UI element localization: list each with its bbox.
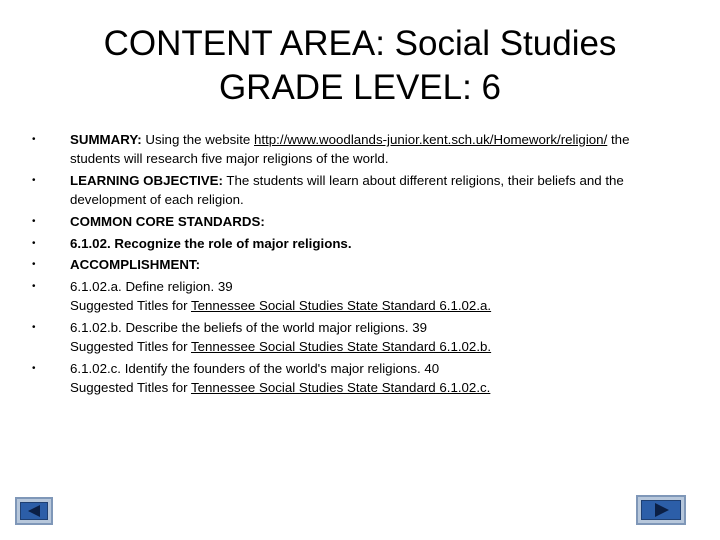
previous-button-face	[20, 502, 48, 520]
summary-text: Using the website	[141, 132, 254, 147]
accomplishment-heading: ACCOMPLISHMENT:	[70, 257, 201, 273]
item-c-suggested: Suggested Titles for	[70, 380, 191, 396]
list-item-6-1-02-c	[32, 359, 682, 398]
item-b-suggested: Suggested Titles for	[70, 339, 191, 355]
standard-a-link[interactable]: Tennessee Social Studies State Standard 6.1.02.a.	[190, 298, 492, 314]
summary-label: SUMMARY:	[70, 132, 142, 147]
woodlands-link[interactable]: http://www.woodlands-junior.kent.sch.uk/Homework/religion/	[254, 132, 608, 147]
standard-text: 6.1.02. Recognize the role of major religions.	[70, 235, 352, 251]
next-button-face	[641, 500, 681, 520]
bullet-icon: •	[32, 174, 36, 186]
bullet-icon: •	[32, 259, 36, 271]
slide-title	[0, 22, 720, 110]
arrow-left-icon	[28, 505, 40, 517]
title-line-grade-level: GRADE LEVEL: 6	[218, 68, 502, 107]
arrow-right-icon	[655, 503, 669, 517]
bullet-icon: •	[32, 134, 36, 145]
summary-text-end: the students will research five major religions of the world.	[70, 132, 630, 167]
list-item-6-1-02-a	[32, 277, 682, 316]
item-a-suggested: Suggested Titles for	[70, 298, 191, 314]
bullet-icon: •	[32, 363, 36, 374]
list-item-standards	[32, 212, 682, 231]
bullet-icon: •	[32, 237, 36, 249]
bullet-icon: •	[32, 281, 36, 293]
list-item-accomplishment	[32, 255, 682, 274]
item-b-text: 6.1.02.b. Describe the beliefs of the world major religions. 39	[70, 320, 427, 336]
standards-heading: COMMON CORE STANDARDS:	[70, 213, 265, 229]
previous-slide-button[interactable]	[15, 497, 53, 525]
bullet-icon: •	[32, 322, 36, 334]
item-c-text: 6.1.02.c. Identify the founders of the world's major religions. 40	[70, 361, 440, 376]
bullet-list	[32, 130, 682, 400]
standard-b-link[interactable]: Tennessee Social Studies State Standard 6.1.02.b.	[190, 339, 492, 355]
list-item-summary	[32, 130, 682, 169]
objective-label: LEARNING OBJECTIVE:	[70, 172, 223, 188]
title-line-content-area: CONTENT AREA: Social Studies	[103, 24, 617, 63]
list-item-6-1-02-b	[32, 318, 682, 357]
bullet-icon: •	[32, 215, 36, 227]
item-a-text: 6.1.02.a. Define religion. 39	[70, 279, 233, 295]
list-item-objective	[32, 171, 682, 210]
objective-text: The students will learn about different religions, their beliefs and the development of each religion.	[70, 172, 624, 208]
next-slide-button[interactable]	[636, 495, 686, 525]
list-item-standard-6-1-02	[32, 234, 682, 253]
standard-c-link[interactable]: Tennessee Social Studies State Standard 6.1.02.c.	[190, 380, 491, 396]
